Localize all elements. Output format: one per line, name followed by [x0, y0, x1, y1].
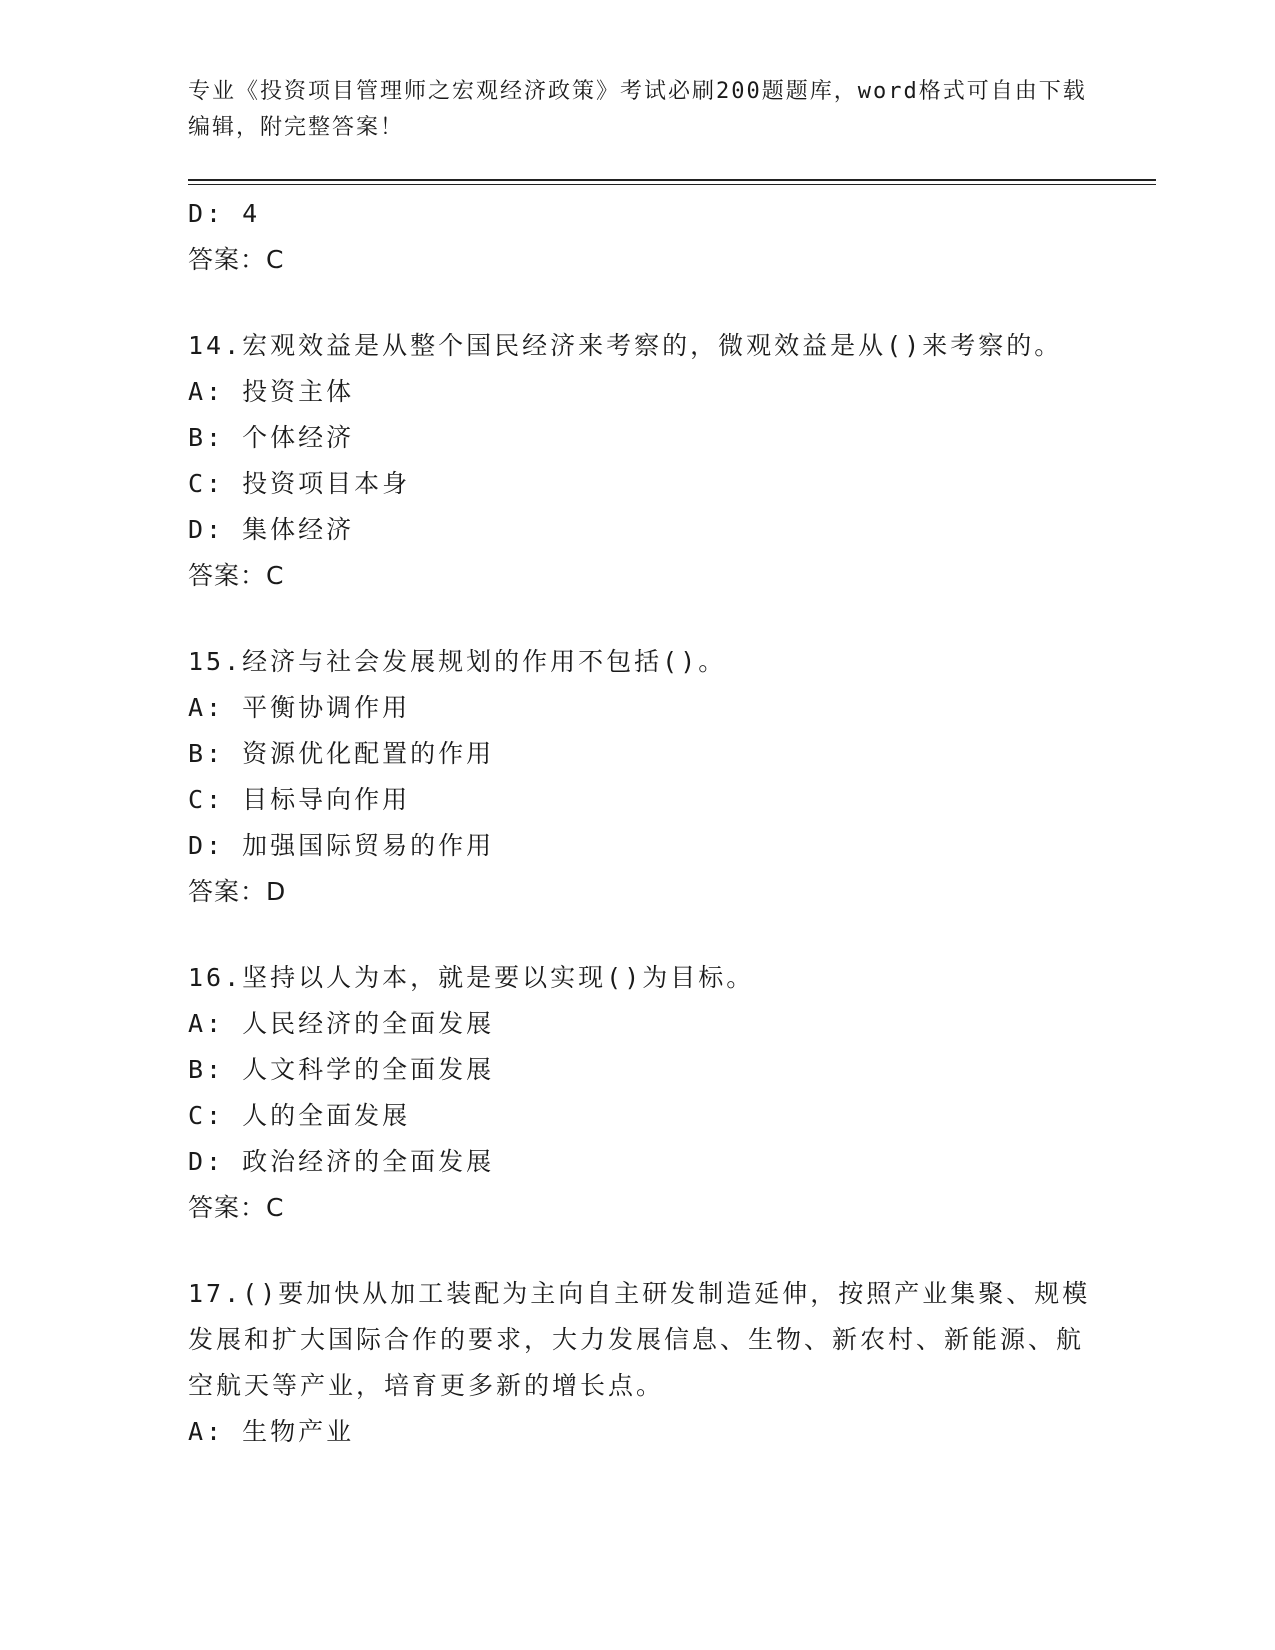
question-17: [188, 1271, 1108, 1455]
question-16: [188, 955, 1108, 1231]
answer-line: 答案：D: [188, 877, 287, 906]
document-body: [188, 191, 1108, 1455]
answer-line: 答案：C: [188, 561, 285, 590]
option-a: A: 平衡协调作用: [188, 693, 411, 722]
option-d: D: 政治经济的全面发展: [188, 1147, 495, 1176]
answer-line: 答案：C: [188, 1193, 285, 1222]
option-d: D: 4: [188, 199, 261, 228]
option-b: B: 个体经济: [188, 423, 355, 452]
option-a: A: 人民经济的全面发展: [188, 1009, 495, 1038]
option-b: B: 资源优化配置的作用: [188, 739, 495, 768]
answer-line: 答案：C: [188, 245, 285, 274]
option-a: A: 生物产业: [188, 1417, 355, 1446]
option-d: D: 集体经济: [188, 515, 355, 544]
document-header: 专业《投资项目管理师之宏观经济政策》考试必刷200题题库，word格式可自由下载编辑，附完整答案！: [188, 79, 1087, 140]
option-c: C: 投资项目本身: [188, 469, 411, 498]
option-a: A: 投资主体: [188, 377, 355, 406]
option-b: B: 人文科学的全面发展: [188, 1055, 495, 1084]
option-c: C: 人的全面发展: [188, 1101, 411, 1130]
question-stem: 15.经济与社会发展规划的作用不包括()。: [188, 647, 727, 676]
question-14: [188, 323, 1108, 599]
question-stem: 17.()要加快从加工装配为主向自主研发制造延伸，按照产业集聚、规模发展和扩大国际合作的要求，大力发展信息、生物、新农村、新能源、航空航天等产业，培育更多新的增长点。: [188, 1279, 1091, 1400]
question-stem: 14.宏观效益是从整个国民经济来考察的，微观效益是从()来考察的。: [188, 331, 1063, 360]
header-divider: [188, 179, 1156, 185]
option-d: D: 加强国际贸易的作用: [188, 831, 495, 860]
question-stem: 16.坚持以人为本，就是要以实现()为目标。: [188, 963, 755, 992]
question-15: [188, 639, 1108, 915]
option-c: C: 目标导向作用: [188, 785, 411, 814]
